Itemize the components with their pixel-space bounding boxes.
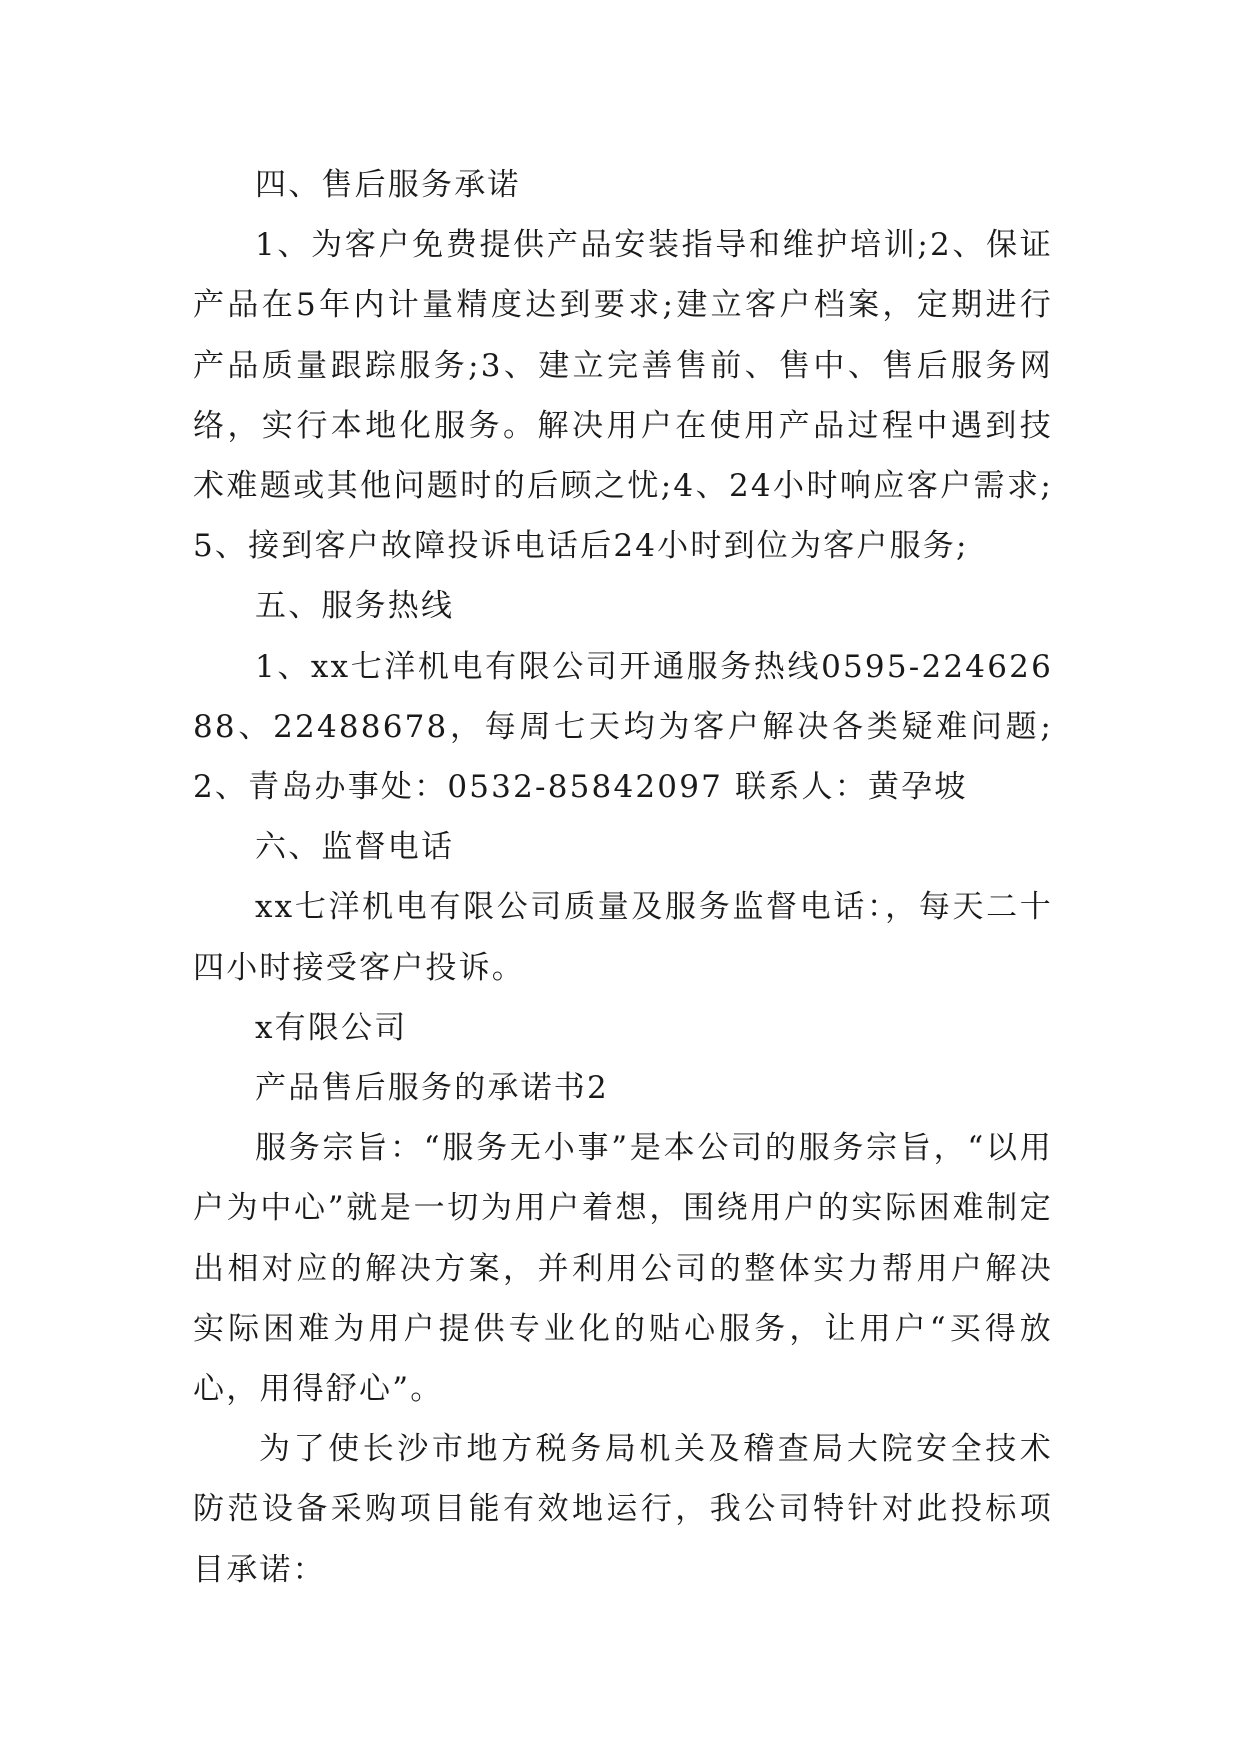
section-heading-supervision-phone: 六、监督电话	[255, 829, 455, 866]
section-heading-after-sales-commitment: 四、售后服务承诺	[255, 167, 521, 203]
section-heading-service-hotline: 五、服务热线	[255, 588, 455, 625]
paragraph-service-tenet: 服务宗旨：“服务无小事”是本公司的服务宗旨，“以用户为中心”就是一切为用户着想，围绕用户的实际困难制定出相对应的解决方案，并利用公司的整体实力帮用户解决实际困难为用户提供专业化的贴心服务，让用户“买得放心，用得舒心”。	[193, 1130, 1053, 1408]
paragraph-supervision-details: xx七洋机电有限公司质量及服务监督电话：，每天二十四小时接受客户投诉。	[193, 889, 1053, 986]
paragraph-project-commitment: 为了使长沙市地方税务局机关及稽查局大院安全技术防范设备采购项目能有效地运行，我公司特针对此投标项目承诺：	[193, 1431, 1053, 1588]
document-subtitle: 产品售后服务的承诺书2	[255, 1070, 609, 1107]
paragraph-hotline-details: 1、xx七洋机电有限公司开通服务热线0595-22462688、22488678，每周七天均为客户解决各类疑难问题;2、青岛办事处：0532-85842097 联系人：黄孕坡	[193, 648, 1053, 806]
company-signature: x有限公司	[255, 1009, 408, 1046]
paragraph-after-sales-items: 1、为客户免费提供产品安装指导和维护培训;2、保证产品在5年内计量精度达到要求;建立客户档案，定期进行产品质量跟踪服务;3、建立完善售前、售中、售后服务网络，实行本地化服务。解决用户在使用产品过程中遇到技术难题或其他问题时的后顾之忧;4、24小时响应客户需求;5、接到客户故障投诉电话后24小时到位为客户服务;	[193, 227, 1053, 565]
document-body	[193, 155, 1053, 1600]
